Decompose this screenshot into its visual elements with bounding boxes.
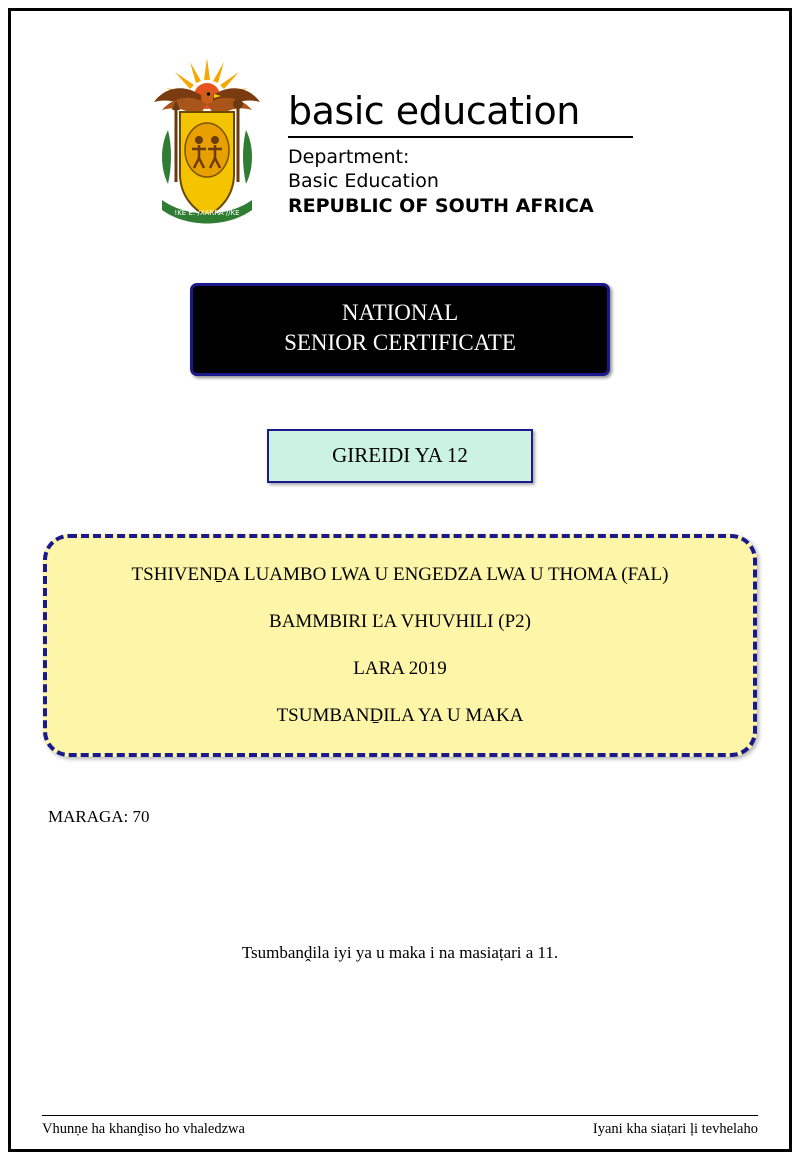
department-label: Department:	[288, 146, 410, 168]
certificate-line-2: SENIOR CERTIFICATE	[284, 330, 516, 356]
brand-block	[288, 50, 633, 218]
department-name: Basic Education	[288, 170, 439, 193]
subject-details-box	[43, 534, 757, 757]
exam-year: LARA 2019	[353, 657, 447, 679]
footer-divider	[42, 1115, 758, 1116]
document-type: TSUMBANḎILA YA U MAKA	[276, 704, 524, 726]
grade-box: GIREIDI YA 12	[267, 429, 533, 483]
footer-copyright-text: Vhunṇe ha khanḓiso ho vhaledzwa	[42, 1121, 245, 1137]
page-footer	[42, 1115, 758, 1138]
coat-of-arms-icon	[142, 50, 272, 235]
page-count-note: Tsumbanḓila iyi ya u maka i na masiaṭari a 11.	[241, 942, 559, 962]
paper-number: BAMMBIRI ĽA VHUVHILI (P2)	[269, 610, 531, 632]
brand-title: basic education	[288, 92, 633, 138]
brand-subtitle	[288, 145, 633, 218]
country-name: REPUBLIC OF SOUTH AFRICA	[288, 194, 594, 217]
national-senior-certificate-box	[190, 283, 610, 376]
subject-title: TSHIVENḎA LUAMBO LWA U ENGEDZA LWA U THOMA (FAL)	[131, 563, 669, 585]
marks-label: MARAGA: 70	[48, 806, 150, 826]
document-header	[42, 50, 758, 235]
certificate-line-1: NATIONAL	[341, 300, 459, 325]
svg-text:!KE E: /XARRA //KE: !KE E: /XARRA //KE	[174, 209, 240, 217]
footer-turn-over-text: Iyani kha siaṭari ļi tevhelaho	[592, 1121, 758, 1137]
